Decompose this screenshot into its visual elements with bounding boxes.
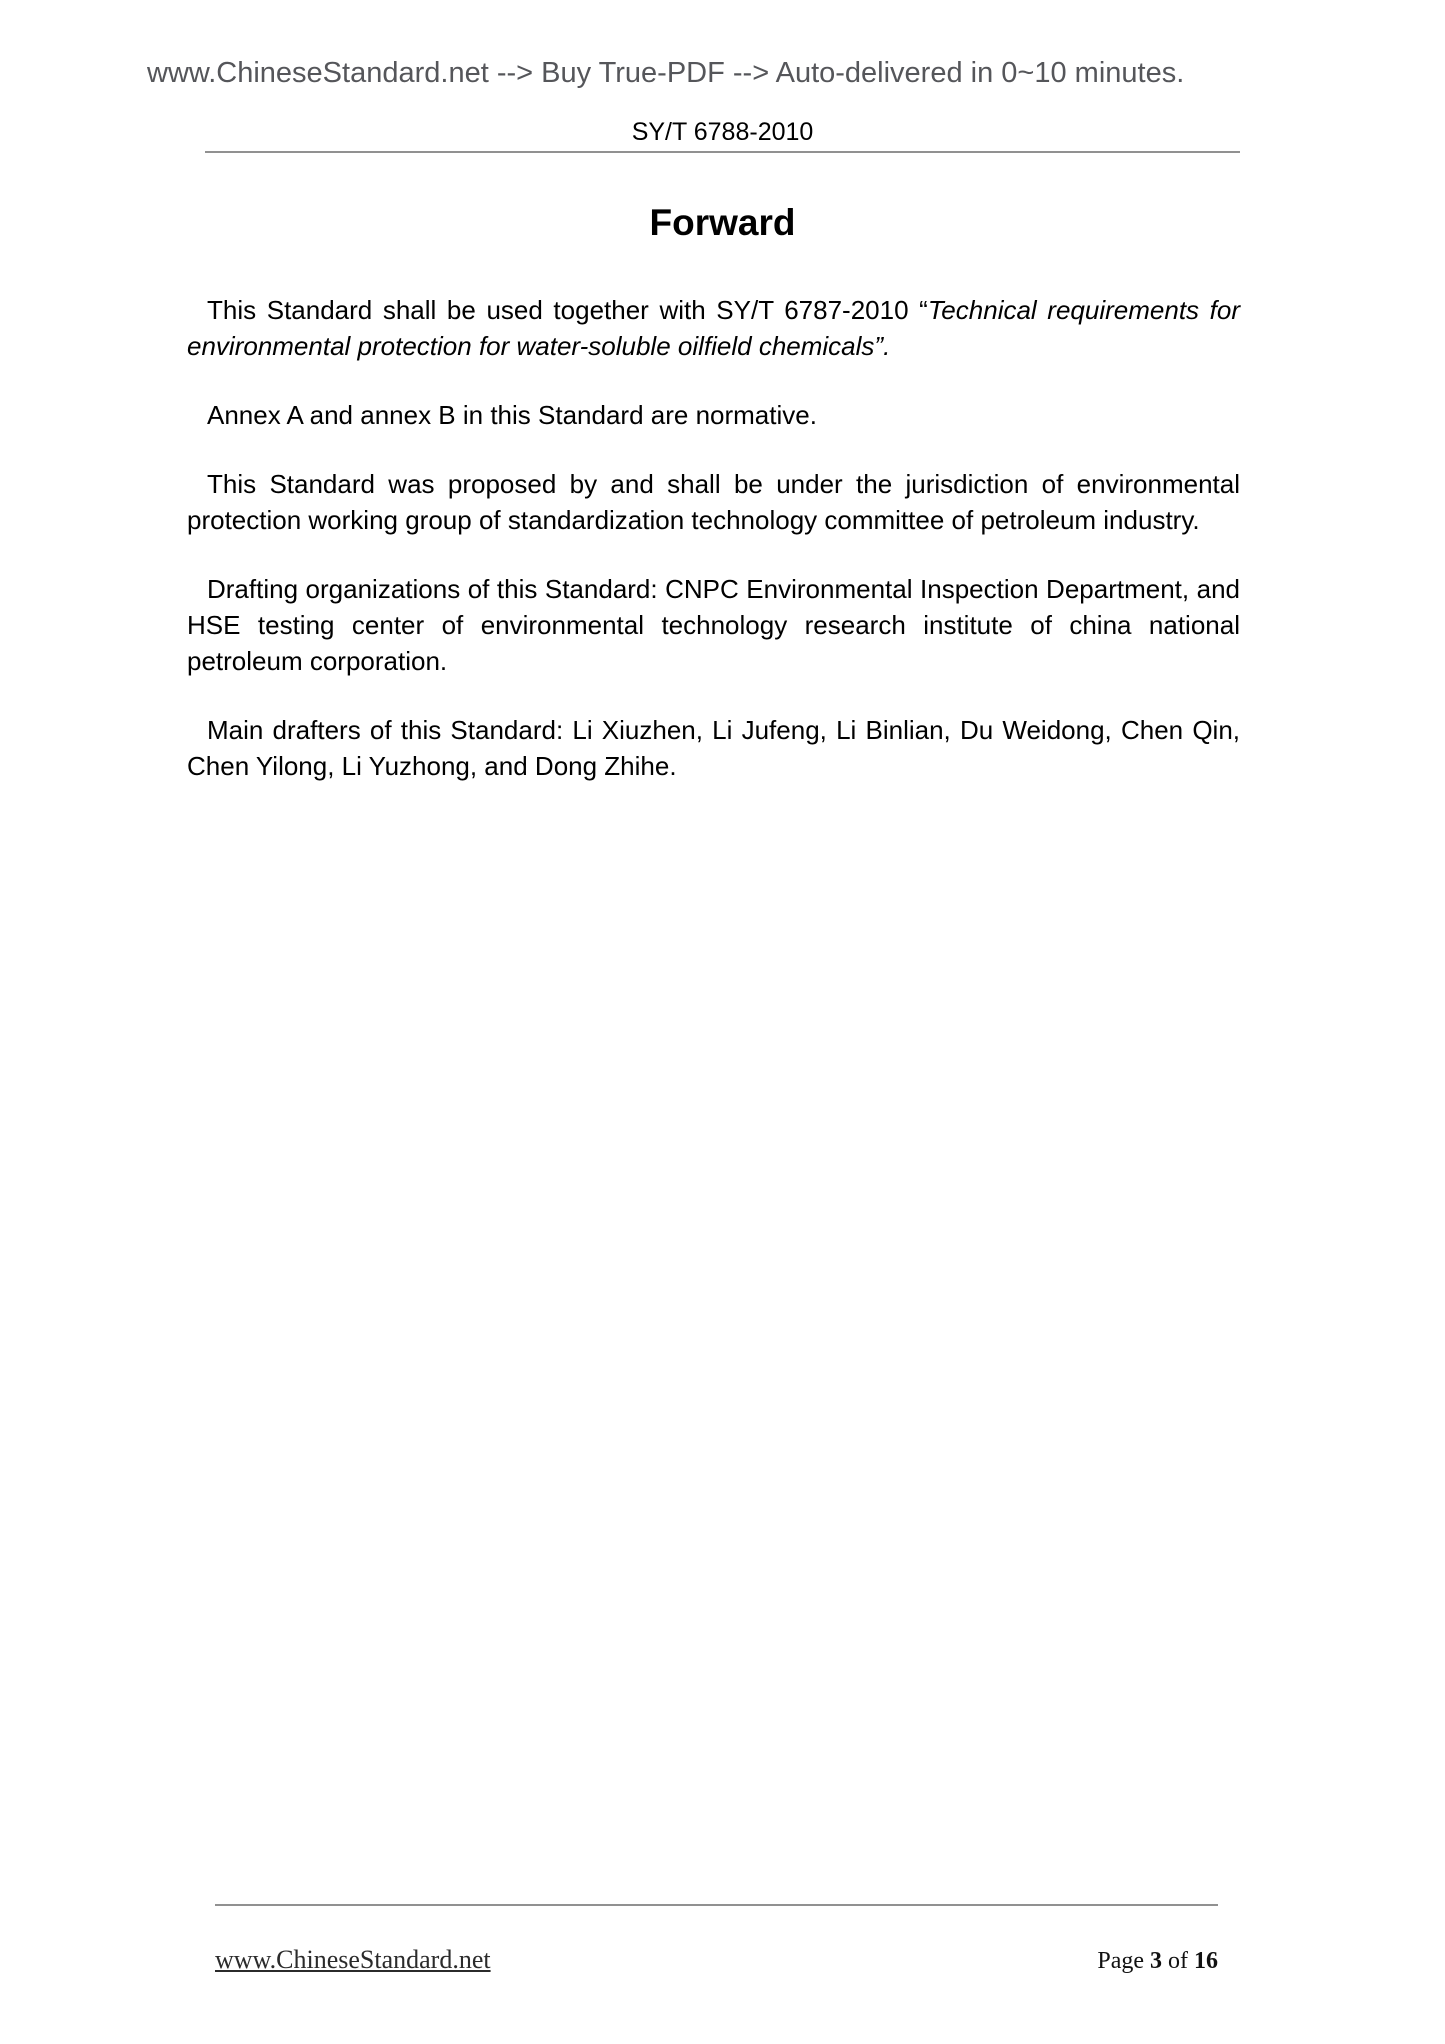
paragraph: Annex A and annex B in this Standard are normative. — [207, 400, 817, 430]
page-label-connector: of — [1168, 1948, 1188, 1974]
standard-code: SY/T 6788-2010 — [631, 118, 814, 146]
page-label-prefix: Page — [1097, 1948, 1144, 1974]
header-divider — [205, 151, 1240, 153]
footer-site-link[interactable]: www.ChineseStandard.net — [215, 1945, 491, 1974]
document-body — [187, 292, 1240, 817]
page-number-total: 16 — [1194, 1948, 1218, 1974]
paragraph: This Standard was proposed by and shall be under the jurisdiction of environmental protection working group of standardization technology committee of petroleum industry. — [187, 469, 1240, 535]
footer-divider — [215, 1904, 1218, 1906]
page-number-current: 3 — [1150, 1948, 1162, 1974]
paragraph-text-italic: Technical requirements for environmental protection for water-soluble oilfield chemicals”. — [187, 295, 1240, 361]
promo-banner: www.ChineseStandard.net --> Buy True-PDF --> Auto-delivered in 0~10 minutes. — [147, 57, 1185, 89]
paragraph — [187, 292, 1240, 364]
document-title: Forward — [649, 202, 796, 243]
page-number-label — [1097, 1947, 1218, 1975]
paragraph: Drafting organizations of this Standard: CNPC Environmental Inspection Department, and HSE testing center of environmental technology research institute of china national petroleum corporation. — [187, 574, 1240, 676]
paragraph-text: This Standard shall be used together with SY/T 6787-2010 “ — [207, 295, 928, 325]
paragraph: Main drafters of this Standard: Li Xiuzhen, Li Jufeng, Li Binlian, Du Weidong, Chen Qin, Chen Yilong, Li Yuzhong, and Dong Zhihe. — [187, 715, 1240, 781]
